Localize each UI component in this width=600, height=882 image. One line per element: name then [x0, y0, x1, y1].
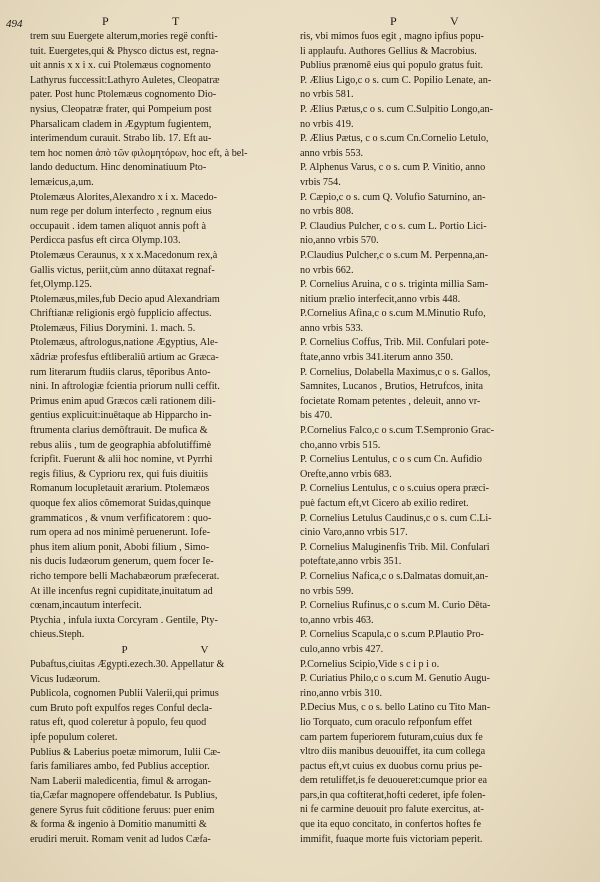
- text-line: cœnam,incautum interfecit.: [30, 600, 142, 612]
- text-line: nis ducis Iudæorum generum, quem focer Ie-: [30, 556, 214, 568]
- text-line: no vrbis 662.: [300, 264, 354, 276]
- text-line: P. Curiatius Philo,c o s.cum M. Genutio Augu-: [300, 673, 490, 685]
- text-line: P. Cornelius Nafica,c o s.Dalmatas domuit,an-: [300, 570, 489, 582]
- text-line: At ille incenfus regni cupiditate,inuitatum ad: [30, 585, 213, 597]
- text-line: anno vrbis 553.: [300, 147, 364, 159]
- text-line: ipfe populum coleret.: [30, 731, 118, 743]
- right-header-letter-p: P: [390, 14, 398, 28]
- text-line: rebus aliis , tum de geographia abfolutiffimè: [30, 439, 212, 451]
- text-line: tem hoc nomen ἀπὸ τῶν φιλομητόρων, hoc eft, à bel-: [30, 147, 248, 159]
- left-header-letter-t: T: [172, 14, 181, 28]
- text-line: Romanum locupletauit ærarium. Ptolemæos: [30, 483, 210, 495]
- text-line: Samnites, Lucanos , Brutios, Hetrufcos, inita: [300, 381, 484, 393]
- text-line: nini. In aftrologiæ fcientia priorum nulli ceffit.: [30, 381, 220, 393]
- text-line: fet,Olymp.125.: [30, 279, 92, 291]
- text-line: P. Cornelius Aruina, c o s. triginta millia Sam-: [300, 279, 489, 291]
- text-line: cum Bruto poft expulfos reges Conful decla-: [30, 702, 213, 714]
- text-line: no vrbis 599.: [300, 585, 354, 597]
- text-line: Primus enim apud Græcos cæli rationem dili-: [30, 395, 216, 407]
- text-line: rino,anno vrbis 310.: [300, 687, 383, 699]
- text-line: no vrbis 808.: [300, 206, 354, 218]
- text-line: Ptolemæus Ceraunus, x x x.Macedonum rex,à: [30, 249, 218, 261]
- text-line: que ita equo concitato, in confertos hoftes fe: [300, 819, 482, 831]
- text-line: Perdicca pasfus eft circa Olymp.103.: [30, 235, 181, 247]
- left-column-text: [30, 30, 296, 643]
- text-line: interimendum curauit. Strabo lib. 17. Eft au-: [30, 133, 212, 145]
- right-header-letter-v: V: [450, 14, 460, 28]
- text-line: P. Cornelius Letulus Caudinus,c o s. cum C.Li-: [300, 512, 492, 524]
- text-line: faris familiares ambo, fed Publius acceptior.: [30, 761, 210, 773]
- text-line: xãdriæ profesfus eftliberaliū artium ac Græca-: [30, 352, 219, 364]
- text-line: pater. Post hunc Ptolemæus cognomento Dio-: [30, 89, 217, 101]
- text-line: to,anno vrbis 463.: [300, 614, 374, 626]
- left-column-text-continued: [30, 658, 296, 848]
- text-line: & forma & ingenio à Domitio manumitti &: [30, 819, 207, 831]
- text-line: rum opera ad nos minimè peruenerunt. Iofe-: [30, 527, 211, 539]
- text-line: num rege per dolum interfecto , regnum eius: [30, 206, 212, 218]
- text-line: li applaufu. Authores Gellius & Macrobius.: [300, 45, 477, 57]
- text-line: Ptolemæus,miles,fub Decio apud Alexandriam: [30, 293, 220, 305]
- text-line: P. Alphenus Varus, c o s. cum P. Vinitio, anno: [300, 162, 486, 174]
- right-column-text: [300, 30, 568, 847]
- subhead-letter-p: P: [121, 643, 128, 656]
- text-line: bis 470.: [300, 410, 333, 422]
- text-line: cam partem fuperiorem futuram,cuius dux fe: [300, 731, 483, 743]
- text-line: P. Cornelius Maluginenfis Trib. Mil. Confulari: [300, 541, 490, 553]
- text-line: lando deductum. Hinc denominatiuum Pto-: [30, 162, 207, 174]
- text-line: P. Cornelius Coffus, Trib. Mil. Confulari pote-: [300, 337, 489, 349]
- text-line: pars,in qua coftiterat,hofti cederet, ipfe folen-: [300, 789, 486, 801]
- text-line: Chriftianæ religionis ergò fupplicio affectus.: [30, 308, 212, 320]
- text-line: dem retuliffet,is fe deuoueret:cumque prior ea: [300, 775, 488, 787]
- text-line: fcripfit. Fuerunt & alii hoc nomine, vt Pyrrhi: [30, 454, 213, 466]
- text-line: vrbis 754.: [300, 176, 341, 188]
- text-line: poteftate,anno vrbis 351.: [300, 556, 402, 568]
- left-header-letter-p: P: [102, 14, 110, 28]
- text-line: puè factum eft,vt Cicero ab exilio rediret.: [300, 498, 469, 509]
- text-line: Pharsalicam cladem in Ægyptum fugientem,: [30, 118, 212, 130]
- text-line: Vicus Iudæorum.: [30, 673, 101, 685]
- text-line: Ptolemæus, Filius Dorymini. 1. mach. 5.: [30, 322, 196, 334]
- subhead-letter-v: V: [200, 643, 209, 656]
- text-line: P. Claudius Pulcher, c o s. cum L. Portio Lici-: [300, 220, 487, 232]
- text-line: Publicola, cognomen Publii Valerii,qui primus: [30, 688, 219, 700]
- text-line: Publius & Laberius poetæ mimorum, Iulii Cæ-: [30, 746, 221, 758]
- text-line: P.Decius Mus, c o s. bello Latino cu Tito Man-: [300, 702, 491, 714]
- text-line: no vrbis 581.: [300, 89, 354, 101]
- text-line: P.Cornelius Afina,c o s.cum M.Minutio Rufo,: [300, 308, 486, 320]
- text-line: cinio Varo,anno vrbis 517.: [300, 527, 408, 539]
- text-line: no vrbis 419.: [300, 118, 354, 130]
- section-subhead: [85, 643, 245, 658]
- text-line: vltro diis manibus deuouiffet, ita cum collega: [300, 746, 486, 758]
- text-line: quoque fex alios cõmemorat Suidas,quinque: [30, 498, 211, 509]
- text-line: Publius prænomē eius qui populo gratus fuit.: [300, 60, 484, 72]
- text-line: P. Cornelius Scapula,c o s.cum P.Plautio Pro-: [300, 629, 484, 641]
- text-line: P. Cornelius, Dolabella Maximus,c o s. Gallos,: [300, 366, 491, 378]
- text-line: ftrumenta clarius demõftrauit. De mufica &: [30, 425, 208, 437]
- text-line: erudiri meruit. Romam venit ad ludos Cæfa-: [30, 834, 211, 846]
- text-line: culo,anno vrbis 427.: [300, 643, 384, 655]
- text-line: Ptolemæus Alorites,Alexandro x i x. Macedo-: [30, 191, 218, 203]
- text-line: P. Cornelius Lentulus, c o s.cuius opera præci-: [300, 483, 490, 495]
- right-column: [300, 30, 568, 847]
- text-line: chieus.Steph.: [30, 629, 85, 641]
- text-line: focietate Romam petentes , deleuit, anno vr-: [300, 395, 481, 407]
- text-line: anno vrbis 533.: [300, 322, 364, 334]
- text-line: trem suu Euergete alterum,mories regë confti-: [30, 31, 218, 42]
- text-line: genere Syrus fuit cōditione feruus: puer enim: [30, 804, 215, 816]
- text-line: immifit, fuaque morte fuis victoriam peperit.: [300, 833, 483, 845]
- text-line: Nam Laberii maledicentia, fimul & arrogan-: [30, 775, 212, 787]
- text-line: P. Ælius Ligo,c o s. cum C. Popilio Lenate, an-: [300, 74, 492, 86]
- text-line: lemæicus,a,um.: [30, 176, 94, 188]
- text-line: P. Ælius Pætus, c o s.cum Cn.Cornelio Letulo,: [300, 133, 489, 145]
- left-column: [30, 30, 296, 848]
- text-line: Gallis victus, periit,cùm anno dütaxat regnaf-: [30, 264, 215, 276]
- text-line: P.Cornelius Scipio,Vide s c i p i o.: [300, 658, 440, 670]
- text-line: pactus eft,vt cuius ex duobus cornu prius pe-: [300, 760, 483, 772]
- text-line: Lathyrus fuccessit:Lathyro Auletes, Cleopatræ: [30, 74, 220, 86]
- text-line: cho,anno vrbis 515.: [300, 439, 381, 451]
- text-line: P.Cornelius Falco,c o s.cum T.Sempronio Grac-: [300, 425, 495, 437]
- text-line: ratus eft, quod coleretur à populo, feu quod: [30, 717, 207, 729]
- text-line: P.Claudius Pulcher,c o s.cum M. Perpenna,an-: [300, 249, 489, 261]
- text-line: phus item alium ponit, Abobi filium , Simo-: [30, 541, 210, 553]
- text-line: tia,Cæfar magnopere offendebatur. Is Publius,: [30, 790, 218, 802]
- text-line: nysius, Cleopatræ frater, qui Pompeium post: [30, 103, 212, 115]
- text-line: richo tempore belli Machabæorum præfecerat.: [30, 570, 220, 582]
- page-number: 494: [6, 18, 23, 30]
- text-line: Orefte,anno vrbis 683.: [300, 468, 392, 480]
- text-line: gentius explicuit:inuētaque ab Hipparcho in-: [30, 410, 212, 422]
- text-line: Ptolemæus, aftrologus,natione Ægyptius, Ale-: [30, 337, 218, 349]
- text-line: ris, vbi mimos fuos egit , magno ipfius popu-: [300, 31, 484, 42]
- text-line: rum literarum ftudiis clarus, tẽporibus Anto-: [30, 366, 211, 378]
- text-line: P. Cornelius Rufinus,c o s.cum M. Curio Dēta-: [300, 600, 491, 612]
- text-line: grammaticos , & vnum verfificatorem : quo-: [30, 512, 212, 524]
- text-line: P. Ælius Pætus,c o s. cum C.Sulpitio Longo,an-: [300, 103, 494, 115]
- text-line: tuit. Euergetes,qui & Physco dictus est, regna-: [30, 45, 219, 57]
- text-line: ftate,anno vrbis 341.iterum anno 350.: [300, 352, 454, 364]
- text-line: uit annis x x i x. cui Ptolemæus cognomento: [30, 60, 211, 72]
- text-line: lio Torquato, cum oraculo refponfum effet: [300, 716, 473, 728]
- text-line: P. Cornelius Lentulus, c o s cum Cn. Aufidio: [300, 454, 482, 466]
- text-line: Pubaftus,ciuitas Ægypti.ezech.30. Appellatur &: [30, 658, 225, 670]
- text-line: ni fe carmine deuouit pro falute exercitus, at-: [300, 804, 484, 816]
- text-line: regis filius, & Cyprioru rex, qui fuis diuitiis: [30, 468, 208, 480]
- text-line: occupauit . idem tamen aliquot annis poft à: [30, 220, 206, 232]
- text-line: Ptychia , infula iuxta Corcyram . Gentile, Pty-: [30, 614, 218, 626]
- text-line: nitium prælio interfecit,anno vrbis 448.: [300, 293, 461, 305]
- text-line: P. Cæpio,c o s. cum Q. Volufio Saturnino, an-: [300, 191, 486, 203]
- text-line: nio,anno vrbis 570.: [300, 235, 379, 247]
